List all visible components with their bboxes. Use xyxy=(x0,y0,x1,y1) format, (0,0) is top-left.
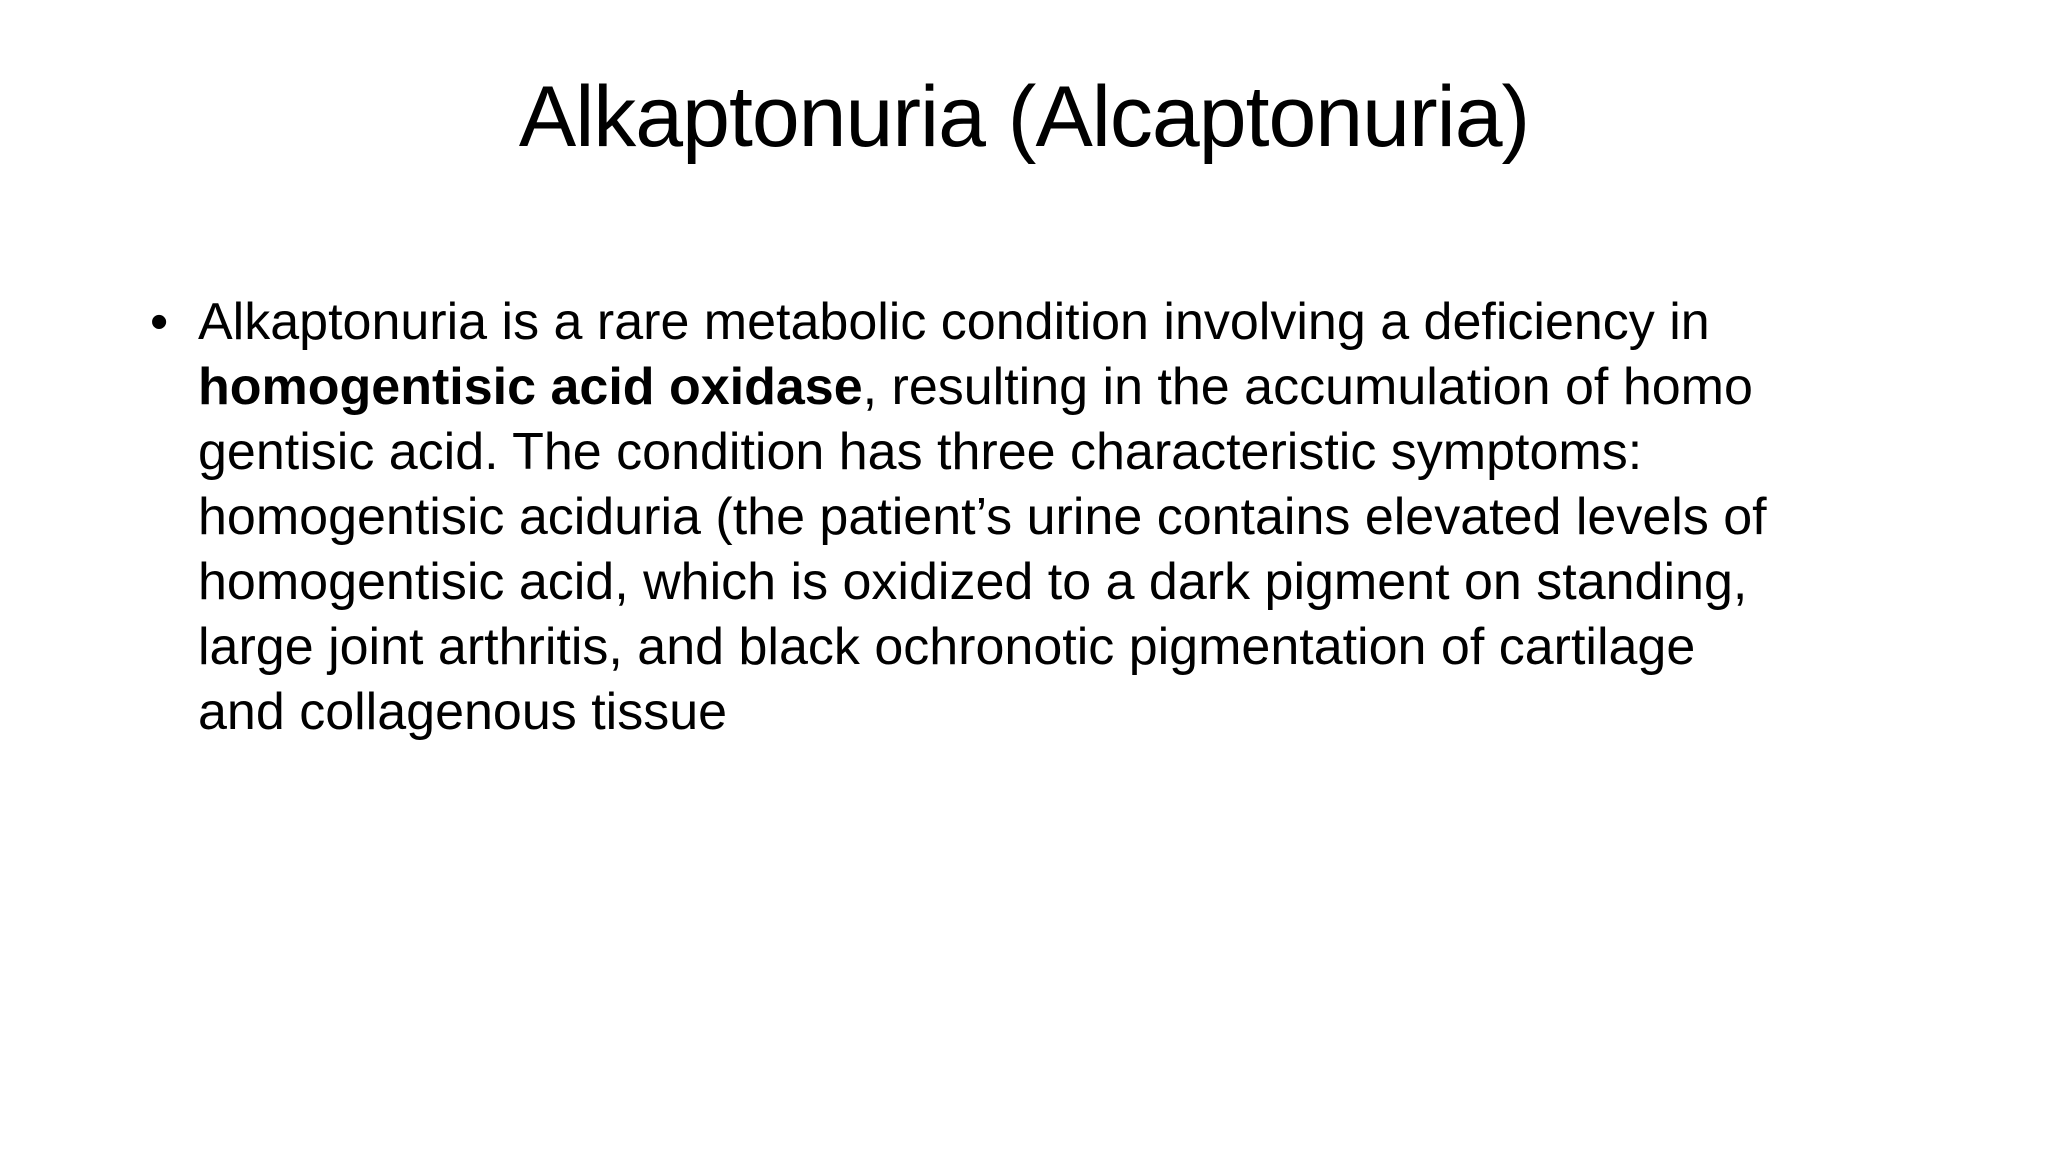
bullet-line-5: homogentisic acid, which is oxidized to a dark pigment on standing, xyxy=(198,553,1748,611)
bullet-line-3: gentisic acid. The condition has three characteristic symptoms: xyxy=(198,423,1643,481)
bullet-list xyxy=(150,290,1910,745)
slide-content xyxy=(150,290,1910,745)
bullet-line-2 xyxy=(198,355,1910,420)
bullet-line-7: and collagenous tissue xyxy=(198,683,728,741)
slide-title: Alkaptonuria (Alcaptonuria) xyxy=(518,69,1530,165)
bold-term: homogentisic acid oxidase xyxy=(198,358,863,416)
bullet-line-4: homogentisic aciduria (the patient’s urine contains elevated levels of xyxy=(198,488,1767,546)
bullet-item xyxy=(150,290,1910,745)
bullet-line-6: large joint arthritis, and black ochronotic pigmentation of cartilage xyxy=(198,618,1696,676)
bullet-line-2-rest: , resulting in the accumulation of homo xyxy=(862,358,1753,416)
bullet-marker: • xyxy=(150,293,169,351)
bullet-line-1: Alkaptonuria is a rare metabolic condition involving a deficiency in xyxy=(198,293,1710,351)
